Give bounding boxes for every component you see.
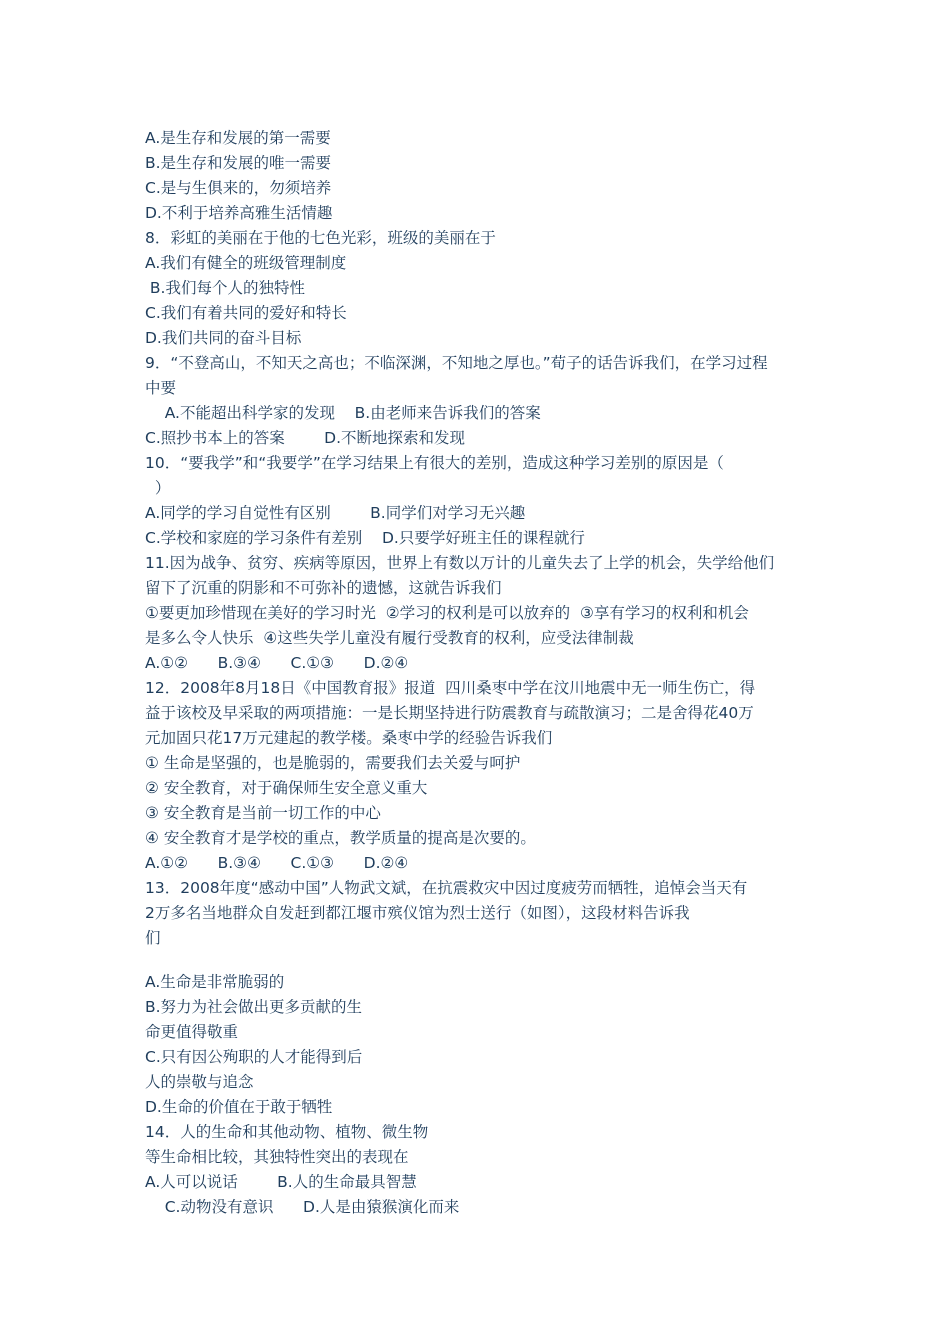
text-line: A.①② B.③④ C.①③ D.②④ — [145, 654, 409, 672]
text-line: ①要更加珍惜现在美好的学习时光 ②学习的权利是可以放弃的 ③享有学习的权利和机会 — [145, 604, 749, 622]
text-line: ） — [145, 479, 171, 497]
text-line: 留下了沉重的阴影和不可弥补的遗憾，这就告诉我们 — [145, 579, 502, 597]
text-line: 2万多名当地群众自发赶到都江堰市殡仪馆为烈士送行（如图），这段材料告诉我 — [145, 904, 690, 922]
question-13-stem: 13．2008年度“感动中国”人物武文斌，在抗震救灾中因过度疲劳而牺牲，追悼会当天有 — [145, 879, 748, 897]
text-line: 们 — [145, 929, 161, 947]
question-14-stem: 14．人的生命和其他动物、植物、微生物 — [145, 1123, 429, 1141]
question-9-stem: 9．“不登高山，不知天之高也；不临深渊，不知地之厚也。”荀子的话告诉我们，在学习过程 — [145, 354, 768, 372]
text-line: A.①② B.③④ C.①③ D.②④ — [145, 854, 409, 872]
text-line: C.我们有着共同的爱好和特长 — [145, 304, 347, 322]
text-line: 是多么令人快乐 ④这些失学儿童没有履行受教育的权利，应受法律制裁 — [145, 629, 634, 647]
text-line: D.生命的价值在于敢于牺牲 — [145, 1098, 333, 1116]
text-line: ① 生命是坚强的，也是脆弱的，需要我们去关爱与呵护 — [145, 754, 521, 772]
question-8-stem: 8．彩虹的美丽在于他的七色光彩，班级的美丽在于 — [145, 229, 496, 247]
text-line: A.生命是非常脆弱的 — [145, 973, 285, 991]
text-line: 益于该校及早采取的两项措施：一是长期坚持进行防震教育与疏散演习；二是舍得花40万 — [145, 704, 754, 722]
blank-line — [145, 951, 815, 970]
text-line: ③ 安全教育是当前一切工作的中心 — [145, 804, 381, 822]
text-line: 人的崇敬与追念 — [145, 1073, 254, 1091]
text-line: ② 安全教育，对于确保师生安全意义重大 — [145, 779, 428, 797]
text-line: B.我们每个人的独特性 — [145, 279, 305, 297]
question-text-block — [145, 126, 815, 1220]
text-line: C.照抄书本上的答案 D.不断地探索和发现 — [145, 429, 466, 447]
text-line: A.不能超出科学家的发现 B.由老师来告诉我们的答案 — [145, 404, 541, 422]
text-line: A.是生存和发展的第一需要 — [145, 129, 331, 147]
text-line: B.是生存和发展的唯一需要 — [145, 154, 332, 172]
text-line: C.动物没有意识 D.人是由猿猴演化而来 — [145, 1198, 460, 1216]
text-line: C.是与生俱来的，勿须培养 — [145, 179, 332, 197]
question-11-stem: 11.因为战争、贫穷、疾病等原因，世界上有数以万计的儿童失去了上学的机会，失学给他们 — [145, 554, 775, 572]
text-line: 命更值得敬重 — [145, 1023, 239, 1041]
text-line: A.我们有健全的班级管理制度 — [145, 254, 347, 272]
text-line: C.学校和家庭的学习条件有差别 D.只要学好班主任的课程就行 — [145, 529, 585, 547]
text-line: 中要 — [145, 379, 177, 397]
text-line: A.同学的学习自觉性有区别 B.同学们对学习无兴趣 — [145, 504, 526, 522]
text-line: 等生命相比较，其独特性突出的表现在 — [145, 1148, 409, 1166]
text-line: 元加固只花17万元建起的教学楼。桑枣中学的经验告诉我们 — [145, 729, 553, 747]
text-line: ④ 安全教育才是学校的重点，教学质量的提高是次要的。 — [145, 829, 536, 847]
text-line: A.人可以说话 B.人的生命最具智慧 — [145, 1173, 417, 1191]
text-line: D.不利于培养高雅生活情趣 — [145, 204, 333, 222]
question-12-stem: 12．2008年8月18日《中国教育报》报道 四川桑枣中学在汶川地震中无一师生伤亡，得 — [145, 679, 756, 697]
text-line: B.努力为社会做出更多贡献的生 — [145, 998, 363, 1016]
text-line: C.只有因公殉职的人才能得到后 — [145, 1048, 363, 1066]
text-line: D.我们共同的奋斗目标 — [145, 329, 302, 347]
question-10-stem: 10．“要我学”和“我要学”在学习结果上有很大的差别，造成这种学习差别的原因是（ — [145, 454, 724, 472]
